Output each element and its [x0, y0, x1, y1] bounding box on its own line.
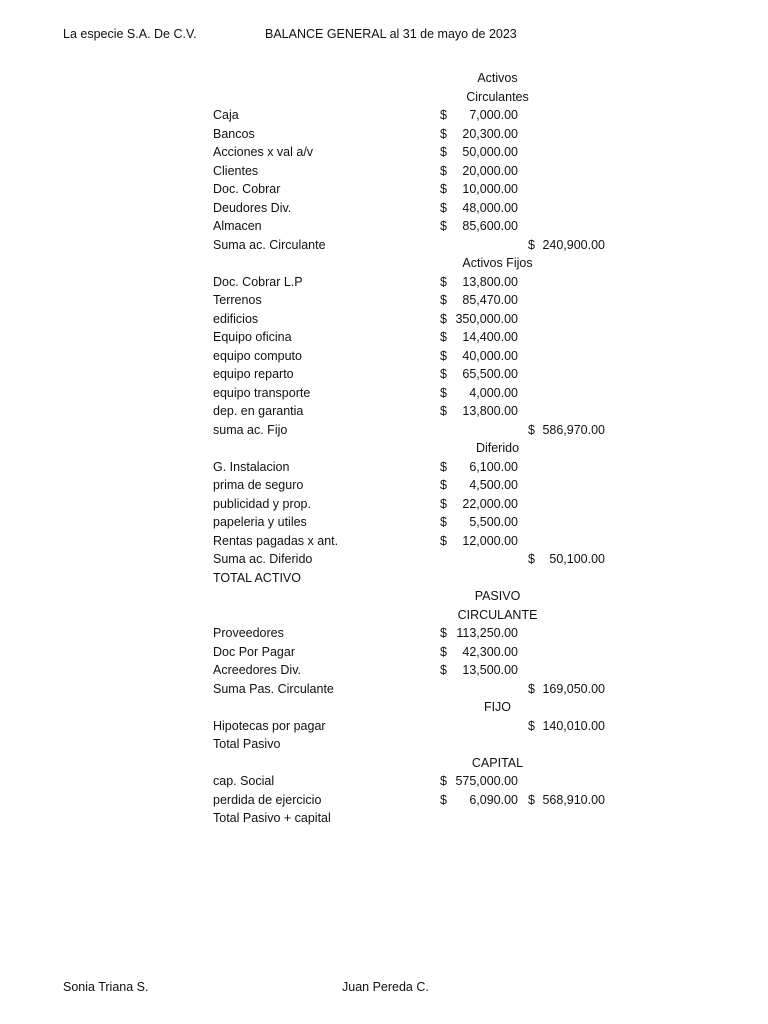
currency-symbol: $ [440, 145, 447, 159]
account-amount: 14,400.00 [462, 330, 518, 344]
account-label: equipo reparto [213, 367, 294, 381]
section-heading: Diferido [475, 441, 520, 455]
account-row [0, 328, 768, 347]
currency-symbol: $ [440, 274, 447, 289]
account-row [0, 550, 768, 569]
account-amount: 4,000.00 [469, 385, 518, 400]
account-amount: 6,090.00 [469, 792, 518, 807]
currency-symbol: $ [440, 774, 447, 788]
currency-symbol: $ [440, 663, 447, 677]
account-amount: 4,500.00 [469, 478, 518, 492]
account-row [0, 384, 768, 403]
account-row [0, 291, 768, 310]
account-label: equipo transporte [213, 385, 311, 400]
account-row [0, 106, 768, 125]
account-row [0, 143, 768, 162]
account-row [0, 624, 768, 643]
section-heading: PASIVO [474, 589, 521, 603]
section-heading-row [0, 606, 768, 625]
section-heading: CAPITAL [471, 755, 524, 770]
account-label: Acreedores Div. [213, 663, 301, 677]
document-title: BALANCE GENERAL al 31 de mayo de 2023 [265, 27, 517, 41]
account-label: Caja [213, 108, 239, 122]
account-amount: 350,000.00 [455, 311, 518, 326]
section-heading: FIJO [483, 700, 512, 714]
subtotal-amount: 568,910.00 [542, 792, 605, 807]
signature-left: Sonia Triana S. [63, 980, 149, 994]
currency-symbol: $ [440, 496, 447, 511]
account-label: perdida de ejercicio [213, 792, 322, 807]
account-amount: 48,000.00 [462, 200, 518, 215]
currency-symbol: $ [528, 792, 535, 807]
account-row [0, 513, 768, 532]
account-row [0, 569, 768, 588]
account-row [0, 680, 768, 699]
currency-symbol: $ [440, 478, 447, 492]
account-amount: 20,300.00 [462, 126, 518, 141]
account-row [0, 735, 768, 754]
currency-symbol: $ [440, 330, 447, 344]
currency-symbol: $ [440, 182, 447, 196]
subtotal-amount: 140,010.00 [542, 718, 605, 733]
account-label: publicidad y prop. [213, 496, 311, 511]
account-label: Bancos [213, 126, 255, 141]
subtotal-amount: 50,100.00 [549, 552, 605, 566]
account-row [0, 772, 768, 791]
currency-symbol: $ [528, 237, 535, 252]
account-amount: 65,500.00 [462, 367, 518, 381]
currency-symbol: $ [528, 718, 535, 733]
account-label: cap. Social [213, 774, 275, 788]
section-heading-row [0, 254, 768, 273]
section-heading-row [0, 439, 768, 458]
section-heading-row [0, 587, 768, 606]
currency-symbol: $ [440, 792, 447, 807]
account-label: Total Pasivo + capital [213, 811, 331, 825]
account-amount: 22,000.00 [462, 496, 518, 511]
account-amount: 20,000.00 [462, 163, 518, 178]
account-amount: 13,800.00 [462, 274, 518, 289]
account-label: suma ac. Fijo [213, 422, 288, 437]
currency-symbol: $ [528, 422, 535, 437]
section-heading: Circulantes [466, 89, 529, 104]
account-label: Doc. Cobrar [213, 182, 281, 196]
currency-symbol: $ [440, 533, 447, 548]
account-amount: 10,000.00 [462, 182, 518, 196]
account-amount: 5,500.00 [469, 515, 518, 529]
account-row [0, 199, 768, 218]
account-amount: 575,000.00 [455, 774, 518, 788]
currency-symbol: $ [440, 644, 447, 659]
account-amount: 85,600.00 [462, 219, 518, 233]
account-label: Clientes [213, 163, 259, 178]
account-amount: 85,470.00 [462, 293, 518, 307]
account-amount: 12,000.00 [462, 533, 518, 548]
account-label: TOTAL ACTIVO [213, 570, 301, 585]
currency-symbol: $ [440, 348, 447, 363]
account-label: Suma ac. Circulante [213, 237, 326, 252]
currency-symbol: $ [528, 681, 535, 696]
subtotal-amount: 586,970.00 [542, 422, 605, 437]
account-label: Acciones x val a/v [213, 145, 314, 159]
subtotal-amount: 240,900.00 [542, 237, 605, 252]
account-row [0, 365, 768, 384]
account-label: Proveedores [213, 626, 284, 640]
account-row [0, 273, 768, 292]
account-row [0, 217, 768, 236]
account-label: Doc Por Pagar [213, 644, 295, 659]
section-heading-row [0, 754, 768, 773]
account-label: Suma Pas. Circulante [213, 681, 334, 696]
account-label: Terrenos [213, 293, 262, 307]
account-label: Doc. Cobrar L.P [213, 274, 303, 289]
account-label: Almacen [213, 219, 262, 233]
currency-symbol: $ [528, 552, 535, 566]
currency-symbol: $ [440, 385, 447, 400]
account-amount: 6,100.00 [469, 459, 518, 474]
section-heading: Activos [477, 71, 518, 85]
company-name: La especie S.A. De C.V. [63, 27, 197, 41]
signature-right: Juan Pereda C. [342, 980, 429, 994]
account-row [0, 791, 768, 810]
account-label: Suma ac. Diferido [213, 552, 313, 566]
account-amount: 113,250.00 [456, 626, 518, 640]
account-row [0, 643, 768, 662]
section-heading-row [0, 69, 768, 88]
account-row [0, 532, 768, 551]
currency-symbol: $ [440, 126, 447, 141]
currency-symbol: $ [440, 459, 447, 474]
section-heading-row [0, 698, 768, 717]
account-amount: 42,300.00 [462, 644, 518, 659]
account-label: G. Instalacion [213, 459, 290, 474]
account-amount: 40,000.00 [462, 348, 518, 363]
account-row [0, 310, 768, 329]
account-label: edificios [213, 311, 259, 326]
section-heading-row [0, 88, 768, 107]
account-row [0, 476, 768, 495]
account-amount: 13,500.00 [462, 663, 518, 677]
section-heading: CIRCULANTE [457, 607, 538, 622]
currency-symbol: $ [440, 311, 447, 326]
account-row [0, 717, 768, 736]
account-label: dep. en garantia [213, 404, 304, 418]
account-row [0, 125, 768, 144]
account-label: Total Pasivo [213, 737, 281, 751]
currency-symbol: $ [440, 219, 447, 233]
currency-symbol: $ [440, 515, 447, 529]
account-row [0, 809, 768, 828]
account-row [0, 402, 768, 421]
account-row [0, 347, 768, 366]
currency-symbol: $ [440, 293, 447, 307]
account-amount: 50,000.00 [462, 145, 518, 159]
account-row [0, 661, 768, 680]
currency-symbol: $ [440, 108, 447, 122]
currency-symbol: $ [440, 163, 447, 178]
currency-symbol: $ [440, 626, 447, 640]
account-label: papeleria y utiles [213, 515, 307, 529]
account-row [0, 421, 768, 440]
account-row [0, 236, 768, 255]
account-row [0, 458, 768, 477]
account-row [0, 162, 768, 181]
section-heading: Activos Fijos [462, 256, 533, 270]
currency-symbol: $ [440, 404, 447, 418]
account-amount: 13,800.00 [462, 404, 518, 418]
account-row [0, 180, 768, 199]
account-row [0, 495, 768, 514]
account-label: Deudores Div. [213, 200, 292, 215]
account-label: Rentas pagadas x ant. [213, 533, 339, 548]
currency-symbol: $ [440, 200, 447, 215]
currency-symbol: $ [440, 367, 447, 381]
account-amount: 7,000.00 [469, 108, 518, 122]
subtotal-amount: 169,050.00 [542, 681, 605, 696]
account-label: equipo computo [213, 348, 302, 363]
account-label: Equipo oficina [213, 330, 292, 344]
account-label: Hipotecas por pagar [213, 718, 326, 733]
account-label: prima de seguro [213, 478, 304, 492]
